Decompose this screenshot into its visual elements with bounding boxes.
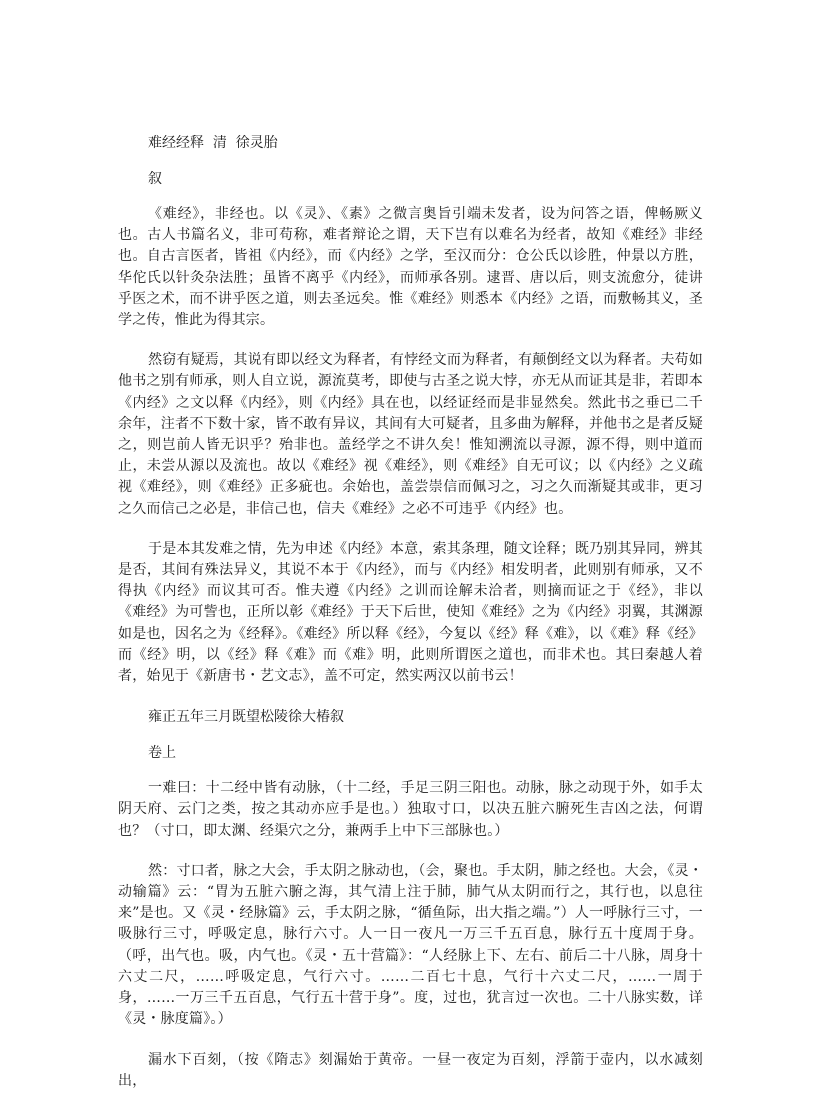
- document-page: [118, 122, 703, 1111]
- preface-heading: 叙: [148, 171, 162, 187]
- volume-heading: 卷上: [148, 745, 176, 762]
- preface-signature: 雍正五年三月既望松陵徐大椿叙: [148, 709, 344, 726]
- body-paragraph-2: 然：寸口者，脉之大会，手太阴之脉动也，（会，聚也。手太阴，肺之经也。大会，《灵・动输篇》云：“胃为五脏六腑之海，其气清上注于肺，肺气从太阴而行之，其行也，以息往来”是也。又《灵・经脉篇》云，手太阴之脉，“循鱼际，出大指之端。”）人一呼脉行三寸，一吸脉行三寸，呼吸定息，脉行六寸。人一日一夜凡一万三千五百息，脉行五十度周于身。（呼，出气也。吸，内气也。《灵・五十营篇》：“人经脉上下、左右、前后二十八脉，周身十六丈二尺，……呼吸定息，气行六寸。……二百七十息，气行十六丈二尺，……一周于身，……一万三千五百息，气行五十营于身”。度，过也，犹言过一次也。二十八脉实数，详《灵・脉度篇》。）: [118, 862, 703, 1028]
- body-paragraph-3: 漏水下百刻，（按《隋志》刻漏始于黄帝。一昼一夜定为百刻，浮箭于壶内，以水减刻出，: [118, 1051, 703, 1089]
- preface-paragraph-2: 然窃有疑焉，其说有即以经文为释者，有悖经文而为释者，有颠倒经文以为释者。夫苟如他书之别有师承，则人自立说，源流莫考，即使与古圣之说大悖，亦无从而证其是非，若即本《内经》之文以释《内经》，则《内经》具在也，以经证经而是非显然矣。然此书之垂已二千余年，注者不下数十家，皆不敢有异议，其间有大可疑者，且多曲为解释，并他书之是者反疑之，则岂前人皆无识乎？殆非也。盖经学之不讲久矣！惟知溯流以寻源，源不得，则中道而止，未尝从源以及流也。故以《难经》视《难经》，则《难经》自无可议；以《内经》之义疏视《难经》，则《难经》正多疵也。余始也，盖尝崇信而佩习之，习之久而渐疑其或非，更习之久而信己之必是，非信己也，信夫《难经》之必不可违乎《内经》也。: [118, 352, 703, 517]
- preface-paragraph-3: 于是本其发难之情，先为申述《内经》本意，索其条理，随文诠释；既乃别其异同，辨其是否，其间有殊法异义，其说不本于《内经》，而与《内经》相发明者，此则别有师承，又不得执《内经》而议其可否。惟夫遵《内经》之训而诠解未洽者，则摘而证之于《经》，非以《难经》为可訾也，正所以彰《难经》于天下后世，使知《难经》之为《内经》羽翼，其渊源如是也，因名之为《经释》。《难经》所以释《经》，今复以《经》释《难》，以《难》释《经》而《经》明，以《经》释《难》而《难》明，此则所谓医之道也，而非术也。其曰秦越人着者，始见于《新唐书・艺文志》，盖不可定，然实两汉以前书云！: [118, 540, 703, 685]
- document-title: 难经经释 清 徐灵胎: [148, 135, 278, 151]
- body-paragraph-1: 一难曰：十二经中皆有动脉，（十二经，手足三阴三阳也。动脉，脉之动现于外，如手太阴天府、云门之类，按之其动亦应手是也。）独取寸口，以决五脏六腑死生吉凶之法，何谓也？（寸口，即太渊、经渠穴之分，兼两手上中下三部脉也。）: [118, 780, 703, 839]
- preface-paragraph-1: 《难经》，非经也。以《灵》、《素》之微言奥旨引端未发者，设为问答之语，俾畅厥义也。古人书篇名义，非可苟称，难者辩论之谓，天下岂有以难名为经者，故知《难经》非经也。自古言医者，皆祖《内经》，而《内经》之学，至汉而分：仓公氏以诊胜，仲景以方胜，华佗氏以针灸杂法胜；虽皆不离乎《内经》，而师承各别。逮晋、唐以后，则支流愈分，徒讲乎医之术，而不讲乎医之道，则去圣远矣。惟《难经》则悉本《内经》之语，而敷畅其义，圣学之传，惟此为得其宗。: [118, 206, 703, 329]
